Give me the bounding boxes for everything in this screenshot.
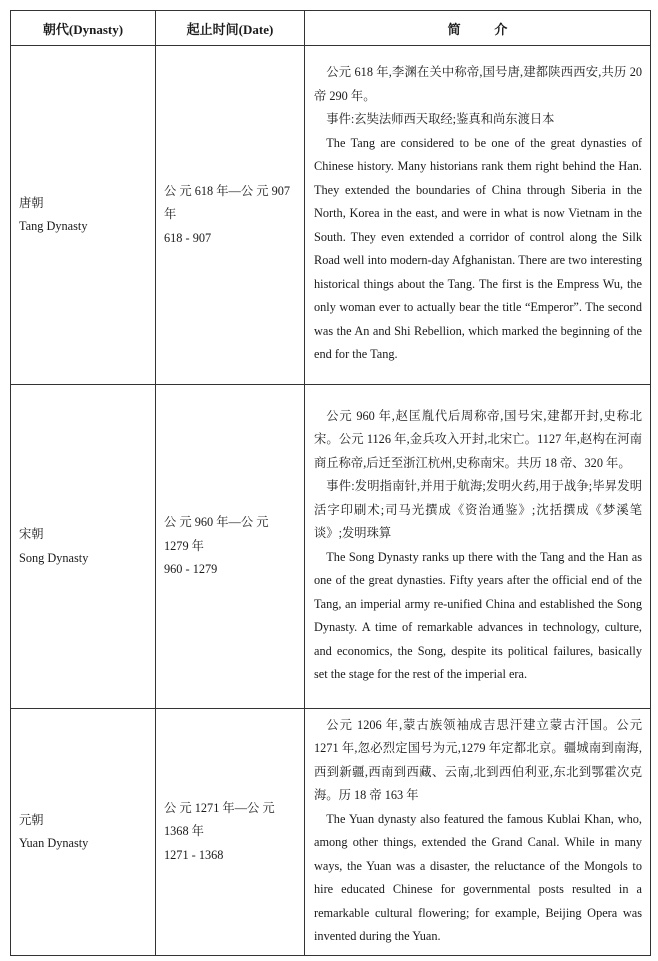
date-cn: 公 元 960 年—公 元 1279 年 [164, 515, 269, 553]
dynasty-cell [11, 46, 156, 385]
header-dynasty: 朝代(Dynasty) [11, 11, 156, 46]
dynasty-cell [11, 709, 156, 956]
header-date: 起止时间(Date) [156, 11, 305, 46]
date-num: 618 - 907 [164, 230, 212, 245]
table-row-yuan [11, 709, 651, 956]
date-num: 1271 - 1368 [164, 847, 224, 862]
dynasty-name-cn: 唐朝 [19, 195, 44, 210]
intro-paragraph: 公元 618 年,李渊在关中称帝,国号唐,建都陕西西安,共历 20 帝 290 年。 [314, 65, 642, 103]
intro-paragraph: 公元 960 年,赵匡胤代后周称帝,国号宋,建都开封,史称北宋。公元 1126 年,金兵攻入开封,北宋亡。1127 年,赵构在河南商丘称帝,后迁至浙江杭州,史称南宋。共历 18 帝、320 年。 [314, 408, 642, 470]
date-cn: 公 元 1271 年—公 元 1368 年 [164, 800, 275, 839]
date-cell [156, 385, 305, 709]
intro-paragraph: The Song Dynasty ranks up there with the Tang and the Han as one of the great dynasties. Fifty years after the official end of the Tang, an imperial army re-unified China and established the Song Dynasty. A time of remarkable advances in technology, culture, and economics, the Song, despite its political failures, basically set the stage for the rest of the imperial era. [314, 549, 642, 681]
dynasty-name-en: Song Dynasty [19, 550, 89, 565]
intro-paragraph: 事件:玄奘法师西天取经;鉴真和尚东渡日本 [326, 112, 555, 127]
header-intro [305, 11, 651, 46]
date-cell [156, 709, 305, 956]
table-row-song [11, 385, 651, 709]
header-intro-char: 介 [494, 21, 508, 37]
dynasty-cell [11, 385, 156, 709]
intro-cell [305, 385, 651, 709]
date-cell [156, 46, 305, 385]
header-intro-char: 简 [447, 21, 461, 37]
date-cn: 公 元 618 年—公 元 907 年 [164, 183, 291, 222]
intro-paragraph: 公元 1206 年,蒙古族领袖成吉思汗建立蒙古汗国。公元 1271 年,忽必烈定国号为元,1279 年定都北京。疆城南到南海,西到新疆,西南到西藏、云南,北到西伯利亚,东北到鄂霍次克海。历 18 帝 163 年 [314, 717, 642, 802]
intro-cell [305, 709, 651, 956]
dynasty-name-cn: 宋朝 [19, 527, 44, 541]
intro-paragraph: The Yuan dynasty also featured the famous Kublai Khan, who, among other things, extended the Grand Canal. While in many ways, the Yuan was a disaster, the reluctance of the Mongols to hire educated Chinese for governmental posts resulted in a remarkable cultural flowering; for example, Beijing Opera was invented during the Yuan. [314, 811, 642, 943]
table-row-tang [11, 46, 651, 385]
intro-paragraph: 事件:发明指南针,并用于航海;发明火药,用于战争;毕昇发明活字印刷术;司马光撰成《资治通鉴》;沈括撰成《梦溪笔谈》;发明珠算 [314, 479, 642, 540]
intro-paragraph: The Tang are considered to be one of the great dynasties of Chinese history. Many historians rank them right behind the Han. They extended the boundaries of China through Siberia in the North, Korea in the east, and were in what is now Vietnam in the South. They even extended a corridor of control along the Silk Road well into modern-day Afghanistan. There are two interesting historical things about the Tang. The first is the Empress Wu, the only woman ever to actually bear the title “Emperor”. The second was the An and Shi Rebellion, which marked the beginning of the end for the Tang. [314, 135, 642, 362]
dynasty-table [10, 10, 651, 956]
table-header-row [11, 11, 651, 46]
dynasty-name-en: Tang Dynasty [19, 219, 88, 233]
dynasty-name-en: Yuan Dynasty [19, 836, 89, 850]
dynasty-name-cn: 元朝 [19, 812, 44, 827]
intro-cell [305, 46, 651, 385]
date-num: 960 - 1279 [164, 562, 218, 577]
